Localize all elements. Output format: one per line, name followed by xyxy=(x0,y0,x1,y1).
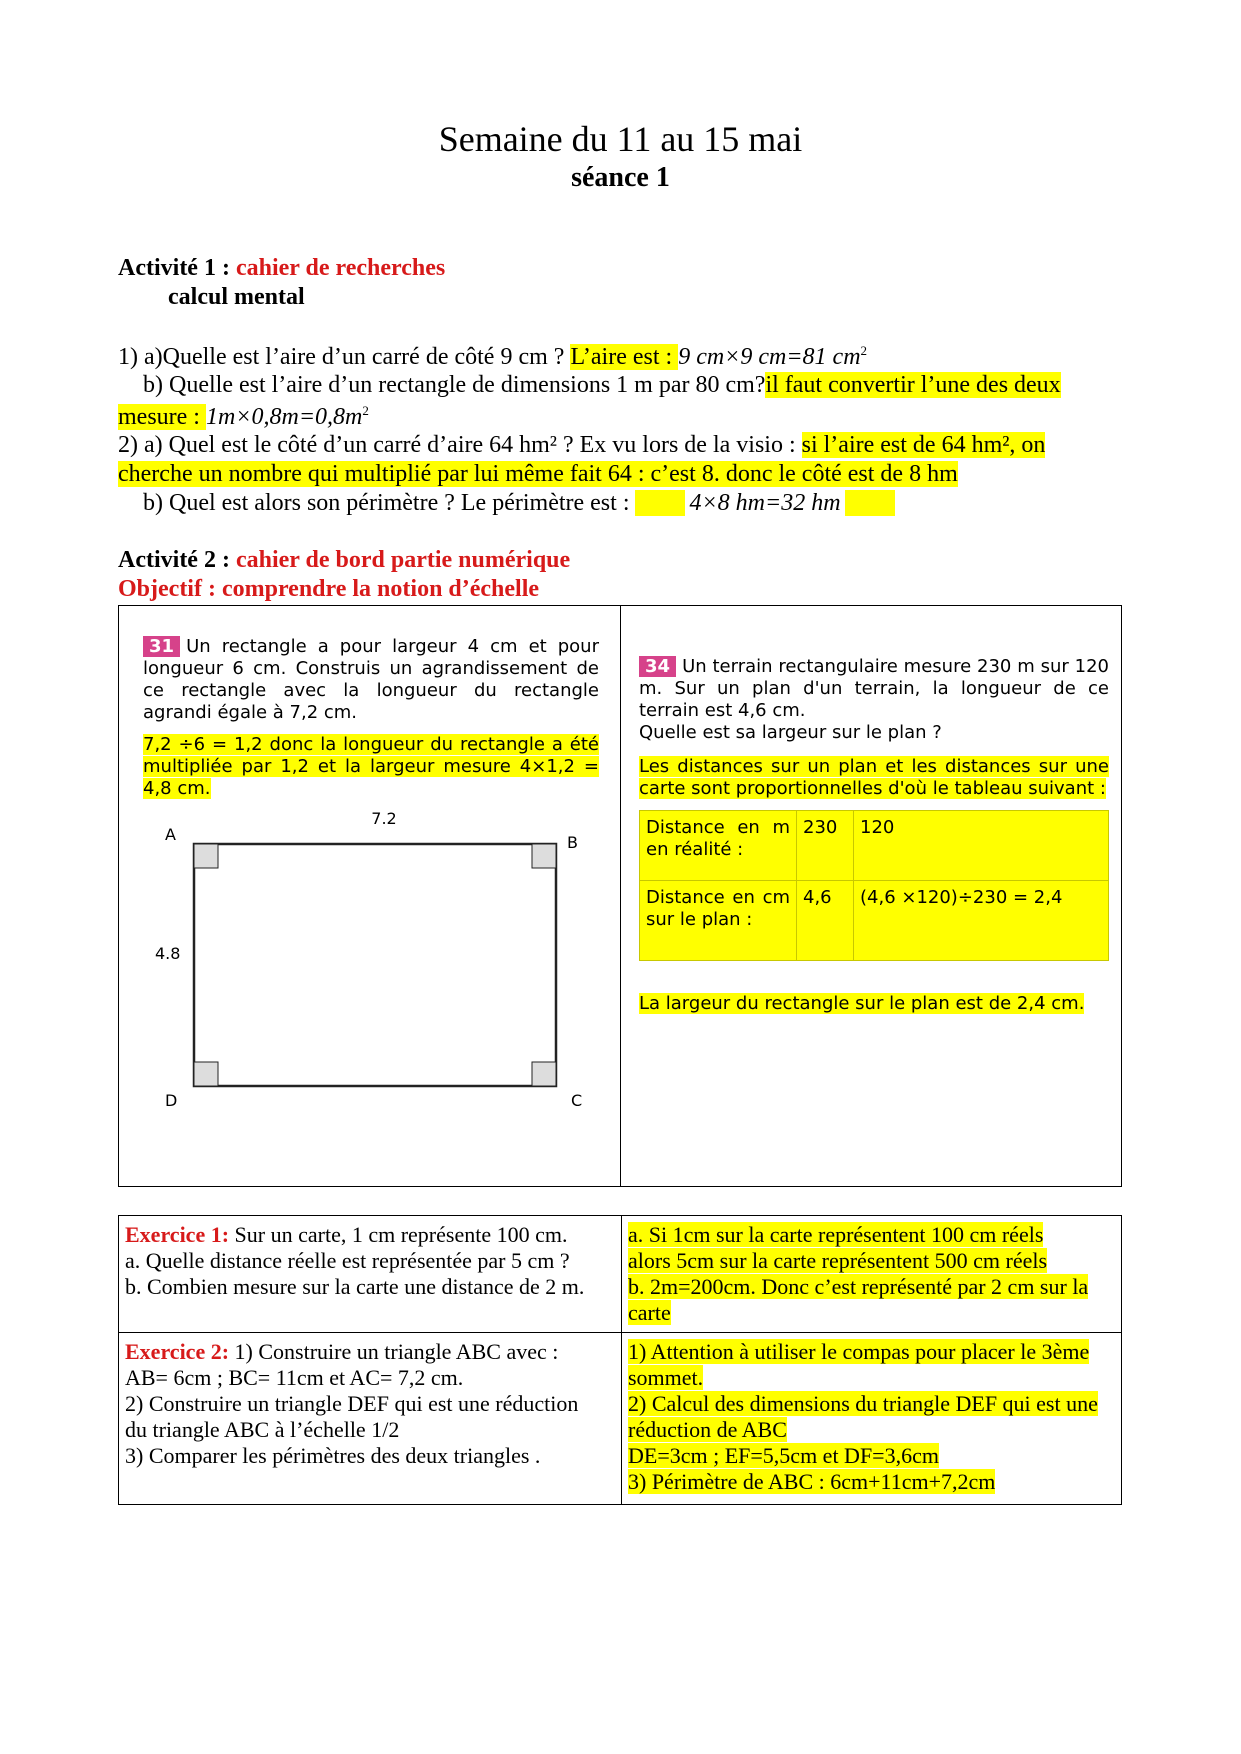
answer-line: alors 5cm sur la carte représentent 500 cm réels xyxy=(628,1248,1048,1273)
vertex-a: A xyxy=(165,825,176,844)
exercise-31-answer-text: 7,2 ÷6 = 1,2 donc la longueur du rectangle a été multipliée par 1,2 et la largeur mesure 4×1,2 = 4,8 cm. xyxy=(143,734,599,799)
exercise-34-text: Un terrain rectangulaire mesure 230 m sur 120 m. Sur un plan d'un terrain, la longueur de ce terrain est 4,6 cm. xyxy=(639,656,1109,721)
q1a-math: 9 cm×9 cm=81 cm xyxy=(678,344,861,370)
right-angle-a xyxy=(194,844,218,868)
right-angle-d xyxy=(194,1062,218,1086)
text-line: 3) Comparer les périmètres des deux triangles . xyxy=(125,1443,541,1468)
text-line: 2) Construire un triangle DEF qui est une réduction xyxy=(125,1391,579,1416)
activity1-label: Activité 1 : xyxy=(118,255,230,281)
table-row xyxy=(640,811,1109,881)
right-angle-b xyxy=(532,844,556,868)
q2b-math: 4×8 hm=32 hm xyxy=(685,490,844,516)
exercise-34-badge: 34 xyxy=(639,656,676,677)
exercise-34 xyxy=(639,656,1109,1015)
q2a-answer-cont: cherche un nombre qui multiplié par lui même fait 64 : c’est 8. donc le côté est de 8 hm xyxy=(118,461,958,487)
exercise-2-answer xyxy=(622,1333,1122,1505)
q2b-highlight-end xyxy=(855,490,895,516)
exercise-row-1 xyxy=(119,1216,1122,1333)
text-line: 1) Construire un triangle ABC avec : xyxy=(229,1339,559,1364)
text-line: du triangle ABC à l’échelle 1/2 xyxy=(125,1417,400,1442)
exercise-row-2 xyxy=(119,1333,1122,1505)
q1b-sup: 2 xyxy=(362,403,369,418)
activity1-source: cahier de recherches xyxy=(235,255,446,281)
exercise-34-answer xyxy=(639,756,1109,800)
exercise-34-answer-text: Les distances sur un plan et les distances sur une carte sont proportionnelles d'où le tableau suivant : xyxy=(639,756,1109,799)
activity1-heading xyxy=(118,255,445,282)
exercise-31-text: Un rectangle a pour largeur 4 cm et pour longueur 6 cm. Construis un agrandissement de ce rectangle avec la longueur du rectangle agrandi égale à 7,2 cm. xyxy=(143,636,599,723)
table-cell: 4,6 xyxy=(797,881,854,961)
text-line: AB= 6cm ; BC= 11cm et AC= 7,2 cm. xyxy=(125,1365,464,1390)
table-cell: (4,6 ×120)÷230 = 2,4 xyxy=(854,881,1109,961)
q1b-text: b) Quelle est l’aire d’un rectangle de dimensions 1 m par 80 cm? xyxy=(143,372,766,398)
activity2-heading xyxy=(118,547,570,574)
exercise-1-statement xyxy=(119,1216,622,1333)
q2a-text: 2) a) Quel est le côté d’un carré d’aire 64 hm² ? Ex vu lors de la visio : xyxy=(118,432,802,458)
question-1b xyxy=(143,372,1061,399)
table-cell: Distance en cm sur le plan : xyxy=(640,881,797,961)
answer-line: b. 2m=200cm. Donc c’est représenté par 2 cm sur la xyxy=(628,1274,1089,1299)
text-line: Sur un carte, 1 cm représente 100 cm. xyxy=(229,1222,568,1247)
q1b-math: 1m×0,8m=0,8m xyxy=(205,404,363,430)
exercise-31-statement xyxy=(143,636,599,724)
exercise-34-conclusion xyxy=(639,993,1109,1015)
q1a-answer: L’aire est : xyxy=(570,344,679,370)
answer-line: 2) Calcul des dimensions du triangle DEF qui est une xyxy=(628,1391,1098,1416)
table-row xyxy=(640,881,1109,961)
activity2-label: Activité 2 : xyxy=(118,547,230,573)
answer-line: a. Si 1cm sur la carte représentent 100 cm réels xyxy=(628,1222,1044,1247)
exercise-31 xyxy=(143,636,599,800)
exercise-34-question: Quelle est sa largeur sur le plan ? xyxy=(639,722,942,743)
exercise-31-answer xyxy=(143,734,599,800)
page-title: Semaine du 11 au 15 mai xyxy=(438,119,803,159)
question-2a xyxy=(118,432,1045,459)
q2b-text: b) Quel est alors son périmètre ? Le périmètre est : xyxy=(143,490,636,516)
exercise-1-label: Exercice 1: xyxy=(125,1222,230,1247)
answer-line: 3) Périmètre de ABC : 6cm+11cm+7,2cm xyxy=(628,1469,996,1494)
question-2a-cont xyxy=(118,461,958,488)
answer-line: 1) Attention à utiliser le compas pour placer le 3ème xyxy=(628,1339,1090,1364)
text-line: b. Combien mesure sur la carte une distance de 2 m. xyxy=(125,1274,585,1299)
q1a-sup: 2 xyxy=(860,343,868,358)
right-angle-c xyxy=(532,1062,556,1086)
activity1-topic: calcul mental xyxy=(168,284,305,310)
answer-line: carte xyxy=(628,1300,671,1325)
question-1b-cont xyxy=(118,403,369,431)
q1b-answer-cont: mesure : xyxy=(118,404,206,430)
activity2-objective: Objectif : comprendre la notion d’échelle xyxy=(118,576,540,602)
q2a-answer: si l’aire est de 64 hm², on xyxy=(801,432,1046,458)
table-cell: 230 xyxy=(797,811,854,881)
q2b-answer-highlight xyxy=(635,490,854,516)
page-subtitle: séance 1 xyxy=(571,162,670,193)
rectangle-abcd xyxy=(194,844,556,1086)
exercise-2-label: Exercice 2: xyxy=(125,1339,230,1364)
exercise-1-answer xyxy=(622,1216,1122,1333)
q1b-answer: il faut convertir l’une des deux xyxy=(765,372,1061,398)
exercise-34-conclusion-text: La largeur du rectangle sur le plan est de 2,4 cm. xyxy=(639,993,1085,1014)
question-1a xyxy=(118,343,867,371)
vertex-c: C xyxy=(571,1091,583,1110)
exercises-table xyxy=(118,1215,1122,1505)
exercises-31-34-box xyxy=(118,605,1122,1187)
exercise-34-statement xyxy=(639,656,1109,722)
exercise-31-badge: 31 xyxy=(143,636,180,657)
answer-line: DE=3cm ; EF=5,5cm et DF=3,6cm xyxy=(628,1443,939,1468)
answer-line: réduction de ABC xyxy=(628,1417,787,1442)
activity2-source: cahier de bord partie numérique xyxy=(235,547,571,573)
table-cell: Distance en m en réalité : xyxy=(640,811,797,881)
proportion-table xyxy=(639,810,1109,961)
answer-line: sommet. xyxy=(628,1365,704,1390)
rectangle-figure xyxy=(119,796,619,1126)
label-side-length: 4.8 xyxy=(155,944,181,963)
label-top-length: 7.2 xyxy=(371,809,397,828)
table-cell: 120 xyxy=(854,811,1109,881)
vertex-b: B xyxy=(567,833,578,852)
text-line: a. Quelle distance réelle est représentée par 5 cm ? xyxy=(125,1248,570,1273)
exercise-2-statement xyxy=(119,1333,622,1505)
column-divider xyxy=(620,606,621,1186)
q1a-text: 1) a)Quelle est l’aire d’un carré de côté 9 cm ? xyxy=(118,344,571,370)
vertex-d: D xyxy=(165,1091,178,1110)
question-2b xyxy=(143,490,895,517)
